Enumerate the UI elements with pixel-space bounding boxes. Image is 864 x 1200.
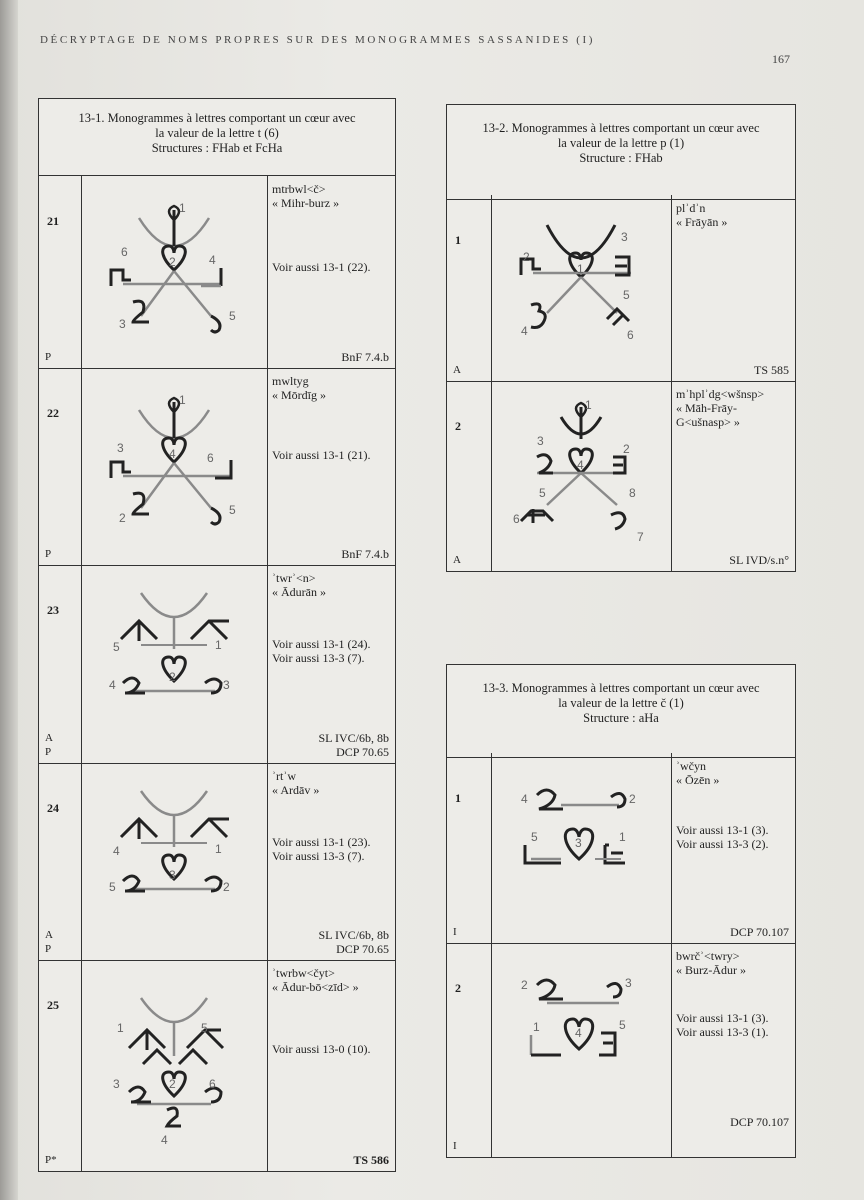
label: 3 <box>621 230 628 244</box>
description-cell <box>267 565 395 763</box>
name: « Burz-Ādur » <box>676 963 746 977</box>
row-number: 25 <box>47 998 59 1012</box>
label: 6 <box>121 245 128 259</box>
description-cell <box>267 368 395 565</box>
table-row <box>39 763 395 961</box>
transliteration: ʾrtʾw <box>272 769 296 783</box>
title-line: 13-1. Monogrammes à lettres comportant un cœur avec <box>78 111 356 125</box>
see-also: Voir aussi 13-1 (23). <box>272 835 371 849</box>
label: 2 <box>169 670 176 684</box>
monogram-drawing <box>491 381 671 571</box>
name: « Ōzēn » <box>676 773 720 787</box>
monogram-drawing <box>81 368 267 565</box>
source: SL IVC/6b, 8b <box>318 928 389 942</box>
source: SL IVD/s.n° <box>729 553 789 567</box>
label: 3 <box>119 317 126 331</box>
table-13-3 <box>446 664 796 1158</box>
label: 5 <box>539 486 546 500</box>
row-number: 1 <box>455 791 461 805</box>
table-row <box>39 565 395 764</box>
running-title: DÉCRYPTAGE DE NOMS PROPRES SUR DES MONOGRAMMES SASSANIDES (I) <box>40 34 596 46</box>
label: 6 <box>513 512 520 526</box>
label: 6 <box>627 328 634 342</box>
label: 2 <box>629 792 636 806</box>
table-row <box>447 753 795 944</box>
description-cell <box>267 176 395 368</box>
label: 2 <box>119 511 126 525</box>
name: « Māh-Frāy- <box>676 401 737 415</box>
source: TS 585 <box>753 363 789 377</box>
label: 5 <box>229 309 236 323</box>
row-letter: P <box>45 746 52 758</box>
name: « Mihr-burz » <box>272 196 340 210</box>
label: 4 <box>109 678 116 692</box>
table-title <box>39 99 395 176</box>
monogram-drawing <box>81 960 267 1171</box>
row-letter: A <box>453 364 461 376</box>
label: 3 <box>169 868 176 882</box>
monogram-drawing <box>491 753 671 943</box>
table-row <box>447 195 795 382</box>
see-also: Voir aussi 13-0 (10). <box>272 1042 371 1056</box>
label: 4 <box>577 458 584 472</box>
page-number: 167 <box>772 52 790 66</box>
name: « Ādur-bō<zīd> » <box>272 980 359 994</box>
description-cell <box>671 943 795 1157</box>
label: 3 <box>625 976 632 990</box>
label: 2 <box>169 1077 176 1091</box>
label: 1 <box>585 398 592 412</box>
row-letter: A <box>45 929 53 941</box>
label: 4 <box>161 1133 168 1147</box>
see-also: Voir aussi 13-3 (2). <box>676 837 769 851</box>
label: 1 <box>619 830 626 844</box>
source: DCP 70.65 <box>336 942 389 956</box>
monogram-drawing <box>491 943 671 1157</box>
label: 6 <box>209 1077 216 1091</box>
name: « Frāyān » <box>676 215 728 229</box>
table-13-1 <box>38 98 396 1172</box>
row-number: 22 <box>47 406 59 420</box>
table-13-2 <box>446 104 796 572</box>
source: BnF 7.4.b <box>341 547 389 561</box>
label: 5 <box>109 880 116 894</box>
label: 5 <box>623 288 630 302</box>
label: 1 <box>117 1021 124 1035</box>
row-number: 1 <box>455 233 461 247</box>
label: 3 <box>537 434 544 448</box>
monogram-drawing <box>491 195 671 381</box>
monogram-cell <box>81 960 268 1171</box>
row-letter: I <box>453 1140 457 1152</box>
label: 5 <box>229 503 236 517</box>
label: 7 <box>637 530 644 544</box>
source: TS 586 <box>353 1153 389 1167</box>
label: 2 <box>223 880 230 894</box>
row-number: 24 <box>47 801 59 815</box>
see-also: Voir aussi 13-3 (7). <box>272 849 365 863</box>
title-line: Structure : aHa <box>583 711 659 725</box>
table-row <box>447 381 795 571</box>
source: DCP 70.107 <box>730 925 789 939</box>
label: 2 <box>521 978 528 992</box>
description-cell <box>671 195 795 381</box>
monogram-cell <box>81 763 268 960</box>
see-also: Voir aussi 13-3 (7). <box>272 651 365 665</box>
table-row <box>447 943 795 1157</box>
see-also: Voir aussi 13-1 (3). <box>676 1011 769 1025</box>
label: 1 <box>577 262 584 276</box>
see-also: Voir aussi 13-3 (1). <box>676 1025 769 1039</box>
label: 5 <box>619 1018 626 1032</box>
transliteration: mtrbwl<č> <box>272 182 326 196</box>
description-cell <box>267 763 395 960</box>
monogram-cell <box>81 176 268 368</box>
row-letter: P* <box>45 1154 57 1166</box>
transliteration: bwrčʾ<twry> <box>676 949 740 963</box>
label: 8 <box>629 486 636 500</box>
title-line: la valeur de la lettre p (1) <box>557 136 685 150</box>
row-number: 21 <box>47 214 59 228</box>
label: 5 <box>201 1021 208 1035</box>
table-title <box>447 665 795 758</box>
label: 3 <box>113 1077 120 1091</box>
monogram-drawing <box>81 565 267 763</box>
source: SL IVC/6b, 8b <box>318 731 389 745</box>
see-also: Voir aussi 13-1 (3). <box>676 823 769 837</box>
label: 4 <box>575 1026 582 1040</box>
transliteration: plʾdʾn <box>676 201 706 215</box>
transliteration: mʾhplʾdg<wšnsp> <box>676 387 765 401</box>
label: 1 <box>179 201 186 215</box>
transliteration: ʾtwrʾ<n> <box>272 571 316 585</box>
label: 1 <box>533 1020 540 1034</box>
label: 1 <box>179 393 186 407</box>
row-number: 23 <box>47 603 59 617</box>
monogram-cell <box>491 381 672 571</box>
description-cell <box>671 381 795 571</box>
row-number: 2 <box>455 981 461 995</box>
label: 3 <box>575 836 582 850</box>
title-line: Structure : FHab <box>579 151 663 165</box>
source: DCP 70.107 <box>730 1115 789 1129</box>
label: 4 <box>113 844 120 858</box>
monogram-drawing <box>81 763 267 960</box>
row-letter: P <box>45 351 52 363</box>
monogram-cell <box>81 565 268 763</box>
see-also: Voir aussi 13-1 (22). <box>272 260 371 274</box>
monogram-cell <box>491 753 672 943</box>
label: 2 <box>169 255 176 269</box>
label: 4 <box>169 447 176 461</box>
label: 3 <box>117 441 124 455</box>
title-line: la valeur de la lettre č (1) <box>558 696 684 710</box>
label: 3 <box>223 678 230 692</box>
row-letter: A <box>453 554 461 566</box>
label: 4 <box>209 253 216 267</box>
see-also: Voir aussi 13-1 (21). <box>272 448 371 462</box>
table-title <box>447 105 795 200</box>
row-letter: P <box>45 943 52 955</box>
source: DCP 70.65 <box>336 745 389 759</box>
label: 4 <box>521 792 528 806</box>
monogram-cell <box>491 943 672 1157</box>
table-row <box>39 368 395 566</box>
name-cont: G<ušnasp> » <box>676 415 740 429</box>
row-number: 2 <box>455 419 461 433</box>
transliteration: ʾwčyn <box>676 759 706 773</box>
see-also: Voir aussi 13-1 (24). <box>272 637 371 651</box>
label: 2 <box>523 250 530 264</box>
table-row <box>39 960 395 1171</box>
row-letter: I <box>453 926 457 938</box>
row-letter: P <box>45 548 52 560</box>
label: 1 <box>215 842 222 856</box>
page-gutter-shadow <box>0 0 18 1200</box>
label: 1 <box>215 638 222 652</box>
label: 2 <box>623 442 630 456</box>
label: 4 <box>521 324 528 338</box>
monogram-drawing <box>81 176 267 368</box>
name: « Mōrdīg » <box>272 388 326 402</box>
label: 5 <box>531 830 538 844</box>
description-cell <box>267 960 395 1171</box>
row-letter: A <box>45 732 53 744</box>
title-line: la valeur de la lettre t (6) <box>155 126 279 140</box>
table-row <box>39 176 395 369</box>
monogram-cell <box>491 195 672 381</box>
transliteration: mwltyg <box>272 374 309 388</box>
title-line: 13-2. Monogrammes à lettres comportant un cœur avec <box>482 121 760 135</box>
title-line: Structures : FHab et FcHa <box>151 141 283 155</box>
title-line: 13-3. Monogrammes à lettres comportant un cœur avec <box>482 681 760 695</box>
label: 5 <box>113 640 120 654</box>
monogram-cell <box>81 368 268 565</box>
label: 6 <box>207 451 214 465</box>
transliteration: ʾtwrbw<čyt> <box>272 966 335 980</box>
source: BnF 7.4.b <box>341 350 389 364</box>
name: « Ādurān » <box>272 585 326 599</box>
description-cell <box>671 753 795 943</box>
name: « Ardāv » <box>272 783 320 797</box>
